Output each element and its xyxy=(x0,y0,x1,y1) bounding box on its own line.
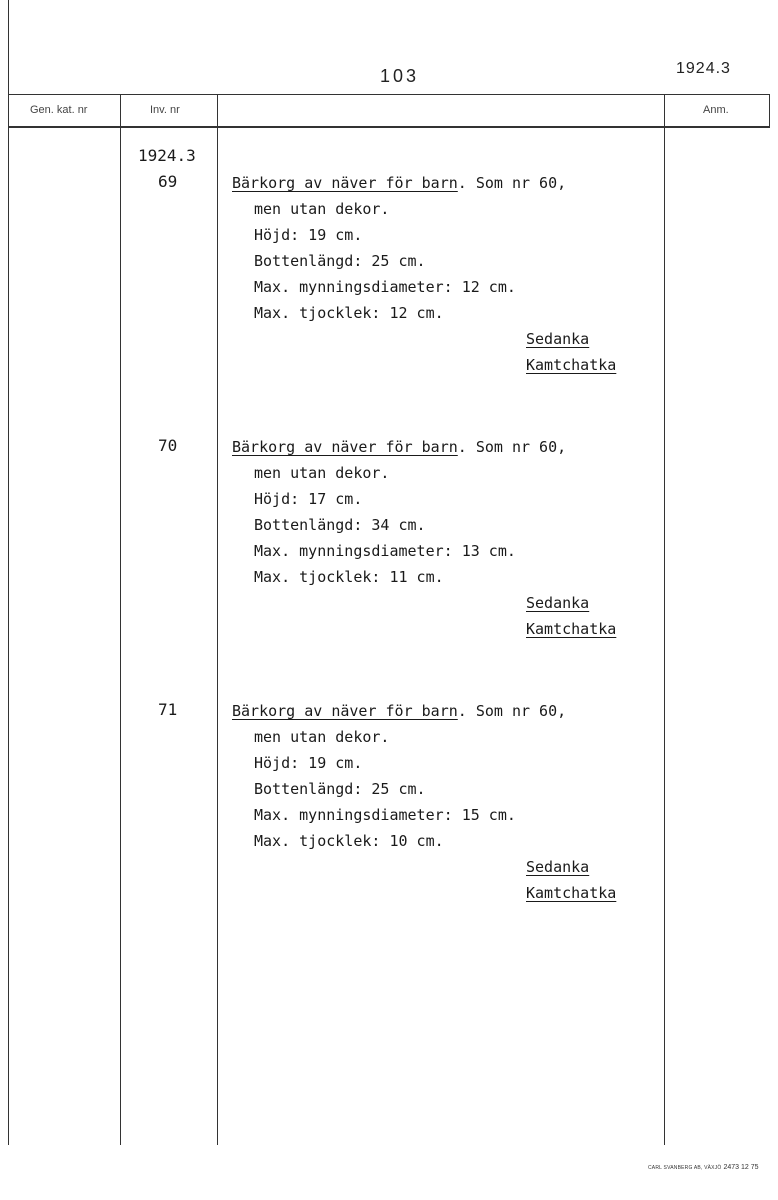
page-number: 103 xyxy=(380,66,420,86)
entry-max-mouth-diameter: Max. mynningsdiameter: 12 cm. xyxy=(254,278,516,296)
entry-title: Bärkorg av näver för barn xyxy=(232,174,458,192)
inventory-date-header: 1924.3 xyxy=(676,60,731,77)
entry-description: men utan dekor. xyxy=(254,464,390,482)
column-rule-2 xyxy=(217,94,218,1145)
entry-place: Sedanka xyxy=(526,330,590,348)
catalog-entry xyxy=(232,698,652,906)
entry-bottom-length: Bottenlängd: 25 cm. xyxy=(254,780,426,798)
entry-number: 70 xyxy=(158,436,178,455)
entry-max-thickness: Max. tjocklek: 10 cm. xyxy=(254,832,444,850)
entry-region: Kamtchatka xyxy=(526,884,617,902)
column-header-inv-nr: Inv. nr xyxy=(150,104,180,116)
entry-max-thickness: Max. tjocklek: 11 cm. xyxy=(254,568,444,586)
entry-bottom-length: Bottenlängd: 34 cm. xyxy=(254,516,426,534)
entry-height: Höjd: 19 cm. xyxy=(254,754,363,772)
entry-height: Höjd: 19 cm. xyxy=(254,226,363,244)
printer-name: CARL SVANBERG AB, VÄXJÖ xyxy=(648,1165,722,1171)
entry-max-thickness: Max. tjocklek: 12 cm. xyxy=(254,304,444,322)
entry-description: men utan dekor. xyxy=(254,200,390,218)
column-header-gen-kat-nr: Gen. kat. nr xyxy=(30,104,88,116)
entry-place: Sedanka xyxy=(526,858,590,876)
form-code: 2473 12 75 xyxy=(723,1164,759,1171)
entry-max-mouth-diameter: Max. mynningsdiameter: 13 cm. xyxy=(254,542,516,560)
entry-number: 71 xyxy=(158,700,178,719)
header-bottom-rule xyxy=(8,126,770,128)
left-margin-rule xyxy=(8,0,9,1145)
entry-title-line xyxy=(232,170,652,196)
right-edge-rule xyxy=(769,94,770,128)
column-header-anm: Anm. xyxy=(703,104,729,116)
catalog-entry xyxy=(232,170,652,378)
entry-title: Bärkorg av näver för barn xyxy=(232,702,458,720)
entry-title-suffix: . Som nr 60, xyxy=(457,174,567,192)
entry-height: Höjd: 17 cm. xyxy=(254,490,363,508)
entry-region: Kamtchatka xyxy=(526,620,617,638)
column-rule-3 xyxy=(664,94,665,1145)
entry-title-suffix: . Som nr 60, xyxy=(457,702,567,720)
header-top-rule xyxy=(8,94,770,95)
inventory-year: 1924.3 xyxy=(138,146,196,165)
entry-title-line xyxy=(232,434,652,460)
catalog-entry xyxy=(232,434,652,642)
entry-title-suffix: . Som nr 60, xyxy=(457,438,567,456)
entry-max-mouth-diameter: Max. mynningsdiameter: 15 cm. xyxy=(254,806,516,824)
entry-bottom-length: Bottenlängd: 25 cm. xyxy=(254,252,426,270)
entry-number: 69 xyxy=(158,172,178,191)
entry-region: Kamtchatka xyxy=(526,356,617,374)
entry-title: Bärkorg av näver för barn xyxy=(232,438,458,456)
entry-title-line xyxy=(232,698,652,724)
entry-description: men utan dekor. xyxy=(254,728,390,746)
column-rule-1 xyxy=(120,94,121,1145)
entry-place: Sedanka xyxy=(526,594,590,612)
printer-imprint xyxy=(648,1164,759,1171)
